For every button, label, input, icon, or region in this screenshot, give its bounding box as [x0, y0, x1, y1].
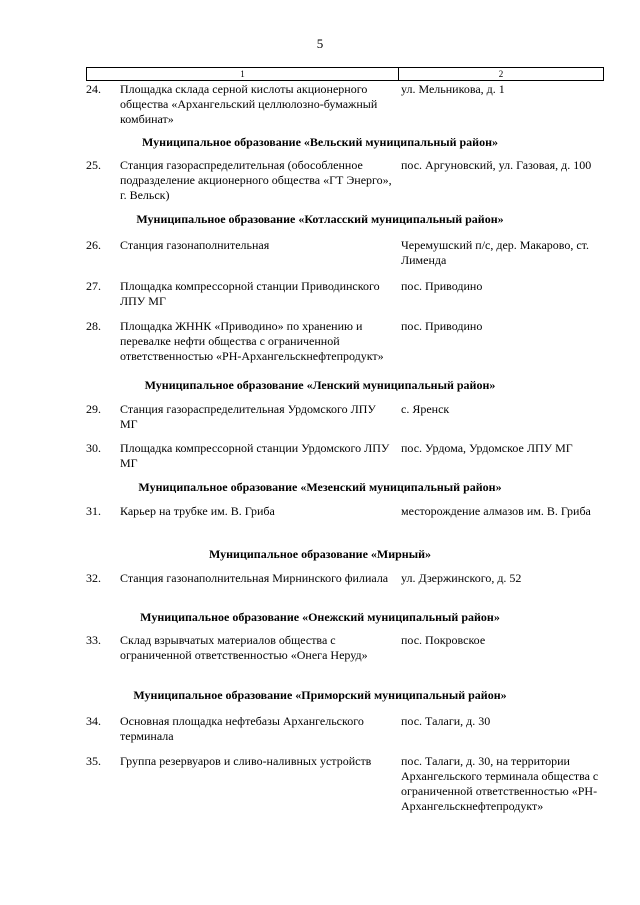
row-number: 26.: [86, 238, 101, 252]
facility-address: пос. Талаги, д. 30: [401, 714, 491, 728]
row-number: 29.: [86, 402, 101, 416]
facility-address: пос. Талаги, д. 30, на территории Архангельского терминала общества с ограниченной ответственностью «РН-Архангельскнефтепродукт»: [401, 754, 599, 813]
row-number: 32.: [86, 571, 101, 585]
row-number: 35.: [86, 754, 101, 768]
section-heading: Муниципальное образование «Ленский муниципальный район»: [144, 378, 496, 392]
row-number: 25.: [86, 158, 101, 172]
facility-name: Станция газораспределительная (обособленное подразделение акционерного общества «ГТ Энерго», г. Вельск): [120, 158, 392, 202]
facility-name: Площадка компрессорной станции Урдомского ЛПУ МГ: [120, 441, 390, 470]
facility-address: Черемушский п/с, дер. Макарово, ст. Лименда: [401, 238, 590, 267]
row-number: 28.: [86, 319, 101, 333]
section-heading: Муниципальное образование «Вельский муниципальный район»: [141, 135, 499, 149]
facility-name: Основная площадка нефтебазы Архангельского терминала: [120, 714, 364, 743]
facility-address: пос. Урдома, Урдомское ЛПУ МГ: [401, 441, 573, 455]
facility-name: Станция газонаполнительная: [120, 238, 270, 252]
facility-address: пос. Приводино: [401, 279, 483, 293]
section-heading: Муниципальное образование «Мезенский муниципальный район»: [138, 480, 502, 494]
facility-name: Карьер на трубке им. В. Гриба: [120, 504, 275, 518]
section-heading: Муниципальное образование «Онежский муниципальный район»: [140, 610, 500, 624]
facility-name: Площадка компрессорной станции Приводинского ЛПУ МГ: [120, 279, 380, 308]
facility-name: Площадка склада серной кислоты акционерного общества «Архангельский целлюлозно-бумажный комбинат»: [120, 82, 378, 126]
facility-address: ул. Мельникова, д. 1: [401, 82, 505, 96]
row-number: 33.: [86, 633, 101, 647]
header-col-1: 1: [87, 68, 399, 80]
page-number: 5: [316, 36, 324, 51]
facility-name: Станция газораспределительная Урдомского ЛПУ МГ: [120, 402, 376, 431]
facility-name: Станция газонаполнительная Мирнинского филиала: [120, 571, 389, 585]
facility-address: месторождение алмазов им. В. Гриба: [401, 504, 591, 518]
facility-address: пос. Аргуновский, ул. Газовая, д. 100: [401, 158, 592, 172]
facility-name: Группа резервуаров и сливо-наливных устройств: [120, 754, 372, 768]
section-heading: Муниципальное образование «Приморский муниципальный район»: [133, 688, 507, 702]
section-heading: Муниципальное образование «Мирный»: [208, 547, 432, 561]
row-number: 30.: [86, 441, 101, 455]
table-header: [86, 67, 604, 81]
facility-address: с. Яренск: [401, 402, 450, 416]
section-heading: Муниципальное образование «Котласский муниципальный район»: [136, 212, 504, 226]
facility-address: ул. Дзержинского, д. 52: [401, 571, 522, 585]
facility-name: Склад взрывчатых материалов общества с ограниченной ответственностью «Онега Неруд»: [120, 633, 368, 662]
facility-name: Площадка ЖННК «Приводино» по хранению и перевалке нефти общества с ограниченной ответственностью «РН-Архангельскнефтепродукт»: [120, 319, 384, 363]
facility-address: пос. Покровское: [401, 633, 486, 647]
row-number: 24.: [86, 82, 101, 96]
row-number: 34.: [86, 714, 101, 728]
header-col-2: 2: [498, 69, 504, 79]
row-number: 31.: [86, 504, 101, 518]
facility-address: пос. Приводино: [401, 319, 483, 333]
row-number: 27.: [86, 279, 101, 293]
